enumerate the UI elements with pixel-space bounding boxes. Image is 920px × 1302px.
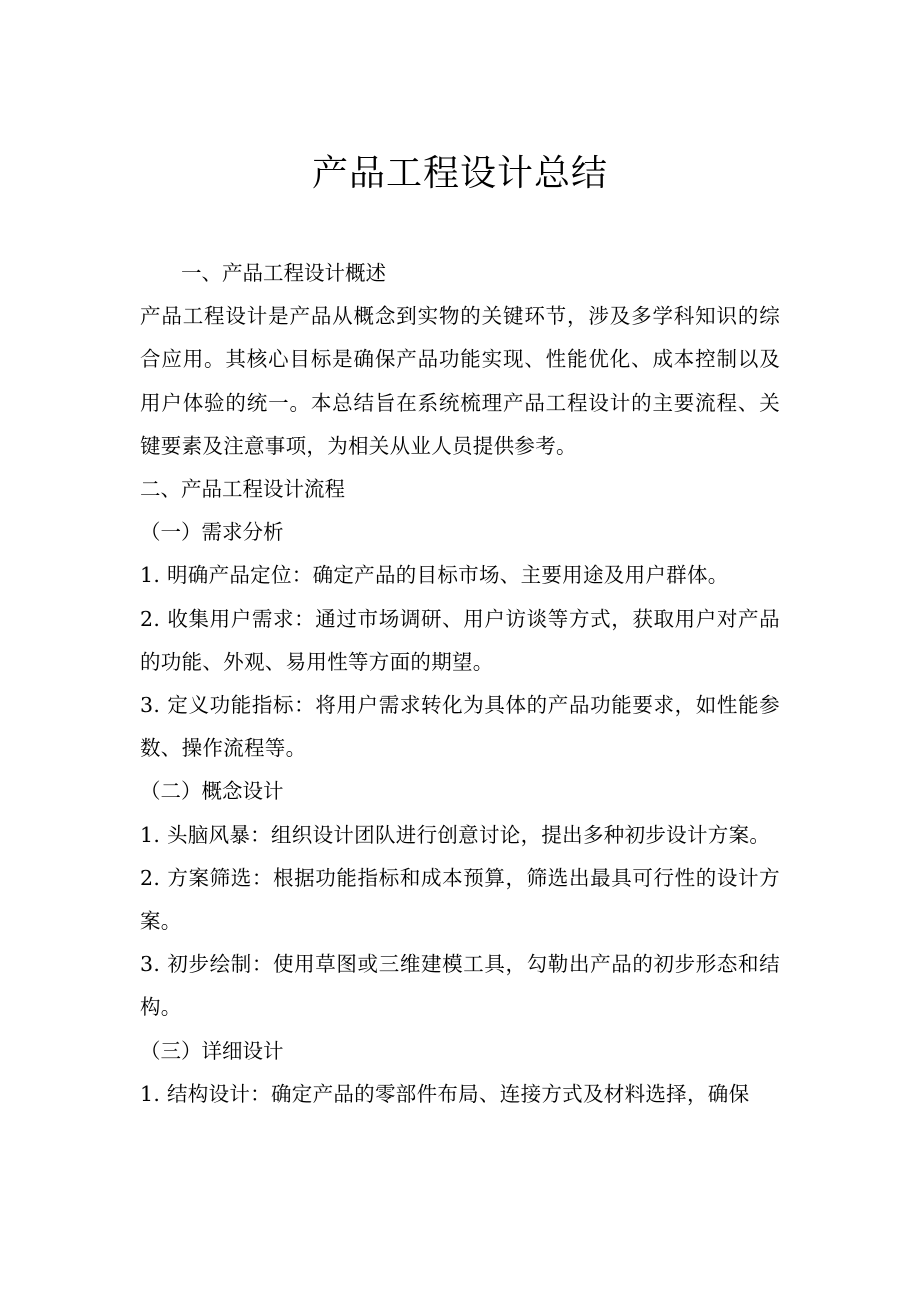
subsection-heading-concept: （二）概念设计 bbox=[140, 779, 284, 804]
document-title: 产品工程设计总结 bbox=[311, 153, 608, 194]
section-heading-process: 二、产品工程设计流程 bbox=[140, 477, 345, 502]
list-item-sketching: 3. 初步绘制：使用草图或三维建模工具，勾勒出产品的初步形态和结构。 bbox=[140, 952, 780, 1020]
list-item-function-metrics: 3. 定义功能指标：将用户需求转化为具体的产品功能要求，如性能参数、操作流程等。 bbox=[140, 693, 780, 761]
list-item-brainstorm: 1. 头脑风暴：组织设计团队进行创意讨论，提出多种初步设计方案。 bbox=[140, 822, 771, 847]
list-item-screening: 2. 方案筛选：根据功能指标和成本预算，筛选出最具可行性的设计方案。 bbox=[140, 865, 780, 934]
subsection-heading-requirements: （一）需求分析 bbox=[140, 520, 284, 545]
subsection-heading-detail: （三）详细设计 bbox=[140, 1038, 284, 1063]
document-body bbox=[140, 252, 780, 1116]
list-item-structure: 1. 结构设计：确定产品的零部件布局、连接方式及材料选择，确保 bbox=[140, 1081, 750, 1106]
list-item-positioning: 1. 明确产品定位：确定产品的目标市场、主要用途及用户群体。 bbox=[140, 563, 729, 588]
overview-paragraph: 产品工程设计是产品从概念到实物的关键环节，涉及多学科知识的综合应用。其核心目标是确保产品功能实现、性能优化、成本控制以及用户体验的统一。本总结旨在系统梳理产品工程设计的主要流程、关键要素及注意事项，为相关从业人员提供参考。 bbox=[140, 304, 780, 458]
section-heading-overview: 一、产品工程设计概述 bbox=[181, 261, 386, 285]
list-item-user-needs: 2. 收集用户需求：通过市场调研、用户访谈等方式，获取用户对产品的功能、外观、易用性等方面的期望。 bbox=[140, 606, 780, 674]
